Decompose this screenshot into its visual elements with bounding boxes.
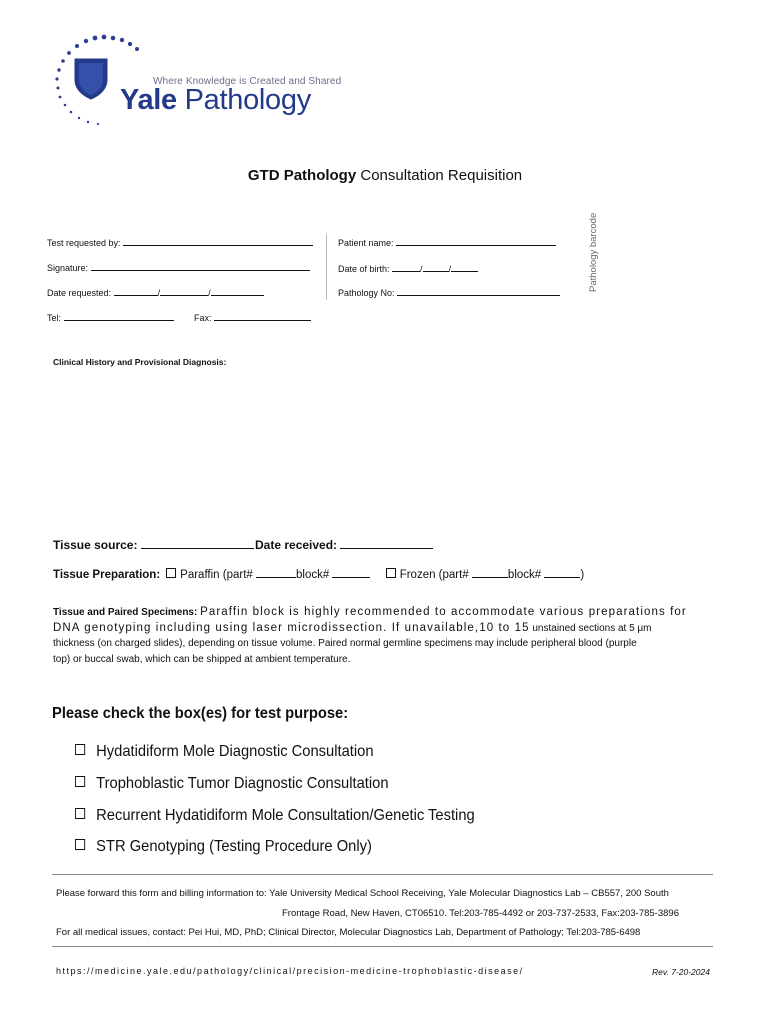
frozen-label: Frozen (part# xyxy=(399,569,469,581)
pathology-no-line[interactable] xyxy=(397,286,560,296)
date-requested-day[interactable] xyxy=(157,286,208,298)
specimens-line2-wide: DNA genotyping including using laser microdissection. If unavailable,10 to 15 xyxy=(53,621,530,634)
fax-label: Fax: xyxy=(194,313,212,323)
forward-info-line2: Frontage Road, New Haven, CT06510. Tel:203-785-4492 or 203-737-2533, Fax:203-785-3896 xyxy=(282,908,679,919)
frozen-block-line[interactable] xyxy=(544,567,580,578)
frozen-block-label: block# xyxy=(507,569,542,581)
patient-name-line[interactable] xyxy=(396,236,556,246)
logo-tagline: Where Knowledge is Created and Shared xyxy=(153,76,342,87)
medical-issues-contact: For all medical issues, contact: Pei Hui, MD, PhD; Clinical Director, Molecular Diagnostics Lab, Department of Pathology; Tel:203-785-6498 xyxy=(56,927,641,938)
specimens-line1: Paraffin block is highly recommended to accommodate various preparations for xyxy=(200,606,687,618)
fax-line[interactable] xyxy=(214,311,311,321)
purpose-option-label: STR Genotyping (Testing Procedure Only) xyxy=(96,838,372,855)
date-received-label: Date received: xyxy=(255,538,338,552)
date-received-line[interactable] xyxy=(340,537,433,549)
tissue-preparation-label: Tissue Preparation: xyxy=(53,569,161,581)
logo-brand xyxy=(120,84,311,117)
test-requested-by-field[interactable] xyxy=(47,236,313,248)
pathology-no-field[interactable] xyxy=(338,286,560,298)
frozen-part-line[interactable] xyxy=(472,567,508,578)
purpose-option[interactable] xyxy=(75,838,372,856)
forward-info-line1: Please forward this form and billing information to: Yale University Medical School Receiving, Yale Molecular Diagnostics Lab – CB557, 200 South xyxy=(56,888,669,899)
fax-field[interactable] xyxy=(194,311,311,323)
date-slash: / xyxy=(157,288,161,298)
date-requested-label: Date requested: xyxy=(47,288,112,298)
patient-name-label: Patient name: xyxy=(338,238,394,248)
purpose-option[interactable] xyxy=(75,743,374,761)
test-requested-by-line[interactable] xyxy=(123,236,313,246)
purpose-checkbox[interactable] xyxy=(75,808,85,819)
frozen-close-paren: ) xyxy=(580,569,585,581)
purpose-option-label: Trophoblastic Tumor Diagnostic Consultation xyxy=(96,775,389,792)
tissue-source-line[interactable] xyxy=(141,537,254,549)
footer-rule-top xyxy=(52,874,713,875)
tel-label: Tel: xyxy=(47,313,62,323)
date-requested-year[interactable] xyxy=(211,286,264,296)
tissue-specimens-paragraph xyxy=(53,605,718,667)
paraffin-block-label: block# xyxy=(296,569,330,581)
date-requested-month[interactable] xyxy=(114,286,158,296)
signature-field[interactable] xyxy=(47,261,310,273)
specimens-line3: thickness (on charged slides), depending on tissue volume. Paired normal germline specimens may include peripheral blood (purple xyxy=(53,638,637,649)
purpose-option[interactable] xyxy=(75,775,389,793)
purpose-checkbox[interactable] xyxy=(75,839,85,850)
paraffin-checkbox[interactable] xyxy=(166,568,176,578)
form-title xyxy=(0,167,770,184)
pathology-barcode-label: Pathology barcode xyxy=(588,212,599,292)
date-received-field[interactable] xyxy=(255,537,433,552)
tel-field[interactable] xyxy=(47,311,174,323)
specimens-line4: top) or buccal swab, which can be shipped at ambient temperature. xyxy=(53,653,351,665)
tissue-source-field[interactable] xyxy=(53,537,254,552)
purpose-checkbox[interactable] xyxy=(75,744,85,755)
test-requested-by-label: Test requested by: xyxy=(47,238,121,248)
dob-slash: / xyxy=(448,264,452,274)
dob-year[interactable] xyxy=(448,262,478,274)
dob-month[interactable] xyxy=(392,262,420,272)
signature-label: Signature: xyxy=(47,263,89,273)
pathology-no-label: Pathology No: xyxy=(338,288,395,298)
clinical-history-label: Clinical History and Provisional Diagnosis: xyxy=(53,357,227,367)
tissue-preparation-row xyxy=(53,567,584,581)
footer-rule-bottom xyxy=(52,946,713,947)
purpose-option-label: Recurrent Hydatidiform Mole Consultation/Genetic Testing xyxy=(96,807,475,824)
tissue-source-label: Tissue source: xyxy=(53,538,138,552)
specimens-heading: Tissue and Paired Specimens: xyxy=(53,607,198,618)
tel-line[interactable] xyxy=(64,311,174,321)
frozen-checkbox[interactable] xyxy=(386,568,396,578)
form-title-bold: GTD Pathology xyxy=(247,167,357,184)
date-of-birth-label: Date of birth: xyxy=(338,264,390,274)
brand-rest: Pathology xyxy=(176,84,311,116)
specimens-line2-rest: unstained sections at 5 μm xyxy=(529,622,652,634)
signature-line[interactable] xyxy=(91,261,310,271)
revision-date: Rev. 7-20-2024 xyxy=(652,967,710,977)
date-slash: / xyxy=(208,288,211,298)
shield-logo-icon xyxy=(74,58,108,100)
date-requested-field[interactable] xyxy=(47,286,264,298)
footer-url-link[interactable]: https://medicine.yale.edu/pathology/clinical/precision-medicine-trophoblastic-disease/ xyxy=(56,966,524,976)
purpose-option[interactable] xyxy=(75,807,475,825)
purpose-option-label: Hydatidiform Mole Diagnostic Consultation xyxy=(96,743,374,760)
field-divider xyxy=(326,234,327,300)
patient-name-field[interactable] xyxy=(338,236,556,248)
brand-bold: Yale xyxy=(120,84,177,116)
paraffin-block-line[interactable] xyxy=(332,567,370,578)
form-title-rest: Consultation Requisition xyxy=(356,167,523,184)
paraffin-label: Paraffin (part# xyxy=(180,569,253,581)
dob-slash: / xyxy=(420,264,423,274)
purpose-checkbox[interactable] xyxy=(75,776,85,787)
date-of-birth-field[interactable] xyxy=(338,262,478,274)
dob-day[interactable] xyxy=(423,262,449,272)
test-purpose-heading: Please check the box(es) for test purpose: xyxy=(52,705,349,722)
paraffin-part-line[interactable] xyxy=(256,567,296,578)
